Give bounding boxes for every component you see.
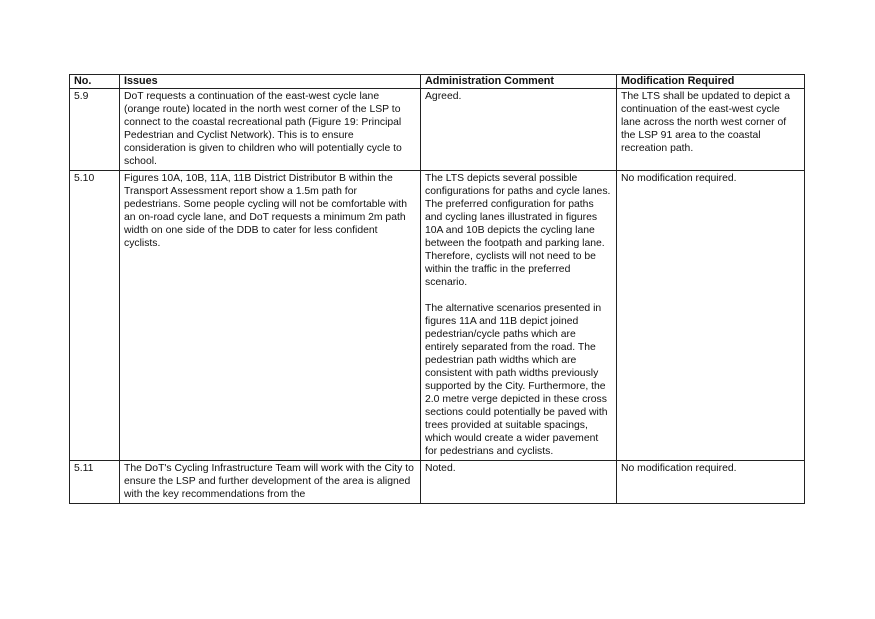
header-no: No. <box>70 75 120 89</box>
issues-table <box>69 74 805 504</box>
table-header-row <box>70 75 805 89</box>
row-number: 5.10 <box>70 171 120 461</box>
modification-text: The LTS shall be updated to depict a continuation of the east-west cycle lane across the north west corner of the LSP 91 area to the coastal recreation path. <box>617 89 805 171</box>
admin-comment-paragraph: The alternative scenarios presented in figures 11A and 11B depict joined pedestrian/cycle paths which are entirely separated from the road. The pedestrian path widths which are consistent with path widths previously supported by the City. Furthermore, the 2.0 metre verge depicted in these cross sections could potentially be paved with trees provided at suitable spacings, which would create a wider pavement for pedestrians and cyclists. <box>425 303 608 457</box>
admin-comment <box>421 171 617 461</box>
admin-comment-paragraph: The LTS depicts several possible configurations for paths and cycle lanes. The preferred configuration for paths and cycling lanes illustrated in figures 10A and 10B depicts the cycling lane between the footpath and parking lane. Therefore, cyclists will not need to be within the traffic in the preferred scenario. <box>425 173 611 288</box>
header-modification-required: Modification Required <box>617 75 805 89</box>
table-row <box>70 171 805 461</box>
modification-text: No modification required. <box>617 171 805 461</box>
header-administration-comment: Administration Comment <box>421 75 617 89</box>
admin-comment-paragraph: Agreed. <box>425 91 462 102</box>
admin-comment <box>421 461 617 504</box>
issue-text: Figures 10A, 10B, 11A, 11B District Distributor B within the Transport Assessment report show a 1.5m path for pedestrians. Some people cycling will not be comfortable with an on-road cycle lane, and DoT requests a minimum 2m path width on one side of the DDB to cater for less confident cyclists. <box>120 171 421 461</box>
row-number: 5.11 <box>70 461 120 504</box>
table-row <box>70 89 805 171</box>
admin-comment-paragraph: Noted. <box>425 463 456 474</box>
row-number: 5.9 <box>70 89 120 171</box>
issue-text: DoT requests a continuation of the east-west cycle lane (orange route) located in the north west corner of the LSP to connect to the coastal recreational path (Figure 19: Principal Pedestrian and Cyclist Network). This is to ensure consideration is given to children who will potentially cycle to school. <box>120 89 421 171</box>
issue-text: The DoT's Cycling Infrastructure Team will work with the City to ensure the LSP and further development of the area is aligned with the key recommendations from the <box>120 461 421 504</box>
modification-text: No modification required. <box>617 461 805 504</box>
admin-comment <box>421 89 617 171</box>
table-row <box>70 461 805 504</box>
header-issues: Issues <box>120 75 421 89</box>
